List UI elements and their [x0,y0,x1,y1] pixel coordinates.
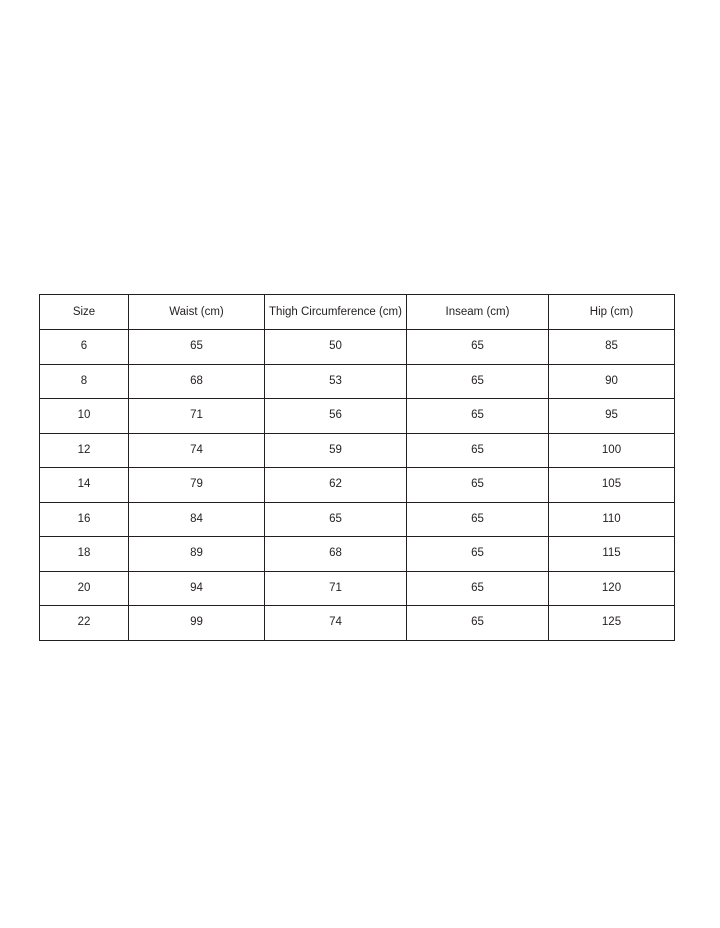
table-row [40,399,675,434]
cell-hip: 85 [549,330,675,365]
cell-hip: 115 [549,537,675,572]
cell-thigh: 53 [265,364,407,399]
cell-waist: 74 [129,433,265,468]
table-row [40,364,675,399]
cell-hip: 95 [549,399,675,434]
cell-waist: 68 [129,364,265,399]
column-header-hip: Hip (cm) [549,295,675,330]
cell-size: 20 [40,571,129,606]
cell-inseam: 65 [407,364,549,399]
cell-thigh: 59 [265,433,407,468]
cell-thigh: 50 [265,330,407,365]
cell-inseam: 65 [407,606,549,641]
cell-waist: 79 [129,468,265,503]
table-header [40,295,675,330]
table-row [40,606,675,641]
size-chart-table-wrapper [39,294,674,641]
table-body [40,330,675,641]
cell-size: 8 [40,364,129,399]
cell-hip: 100 [549,433,675,468]
cell-thigh: 65 [265,502,407,537]
size-chart-table [39,294,675,641]
table-row [40,433,675,468]
cell-size: 22 [40,606,129,641]
cell-inseam: 65 [407,537,549,572]
cell-size: 16 [40,502,129,537]
column-header-thigh-circumference: Thigh Circumference (cm) [265,295,407,330]
cell-inseam: 65 [407,433,549,468]
cell-size: 6 [40,330,129,365]
cell-waist: 84 [129,502,265,537]
cell-waist: 71 [129,399,265,434]
cell-thigh: 62 [265,468,407,503]
cell-inseam: 65 [407,330,549,365]
column-header-inseam: Inseam (cm) [407,295,549,330]
cell-hip: 120 [549,571,675,606]
cell-thigh: 71 [265,571,407,606]
cell-hip: 110 [549,502,675,537]
table-row [40,330,675,365]
cell-waist: 99 [129,606,265,641]
cell-hip: 90 [549,364,675,399]
table-row [40,502,675,537]
table-header-row [40,295,675,330]
cell-hip: 125 [549,606,675,641]
cell-inseam: 65 [407,571,549,606]
cell-waist: 89 [129,537,265,572]
table-row [40,468,675,503]
cell-inseam: 65 [407,468,549,503]
cell-size: 18 [40,537,129,572]
table-row [40,571,675,606]
cell-inseam: 65 [407,502,549,537]
cell-thigh: 56 [265,399,407,434]
cell-size: 14 [40,468,129,503]
cell-inseam: 65 [407,399,549,434]
cell-waist: 94 [129,571,265,606]
cell-size: 10 [40,399,129,434]
column-header-waist: Waist (cm) [129,295,265,330]
cell-thigh: 74 [265,606,407,641]
cell-thigh: 68 [265,537,407,572]
column-header-size: Size [40,295,129,330]
cell-waist: 65 [129,330,265,365]
cell-size: 12 [40,433,129,468]
table-row [40,537,675,572]
cell-hip: 105 [549,468,675,503]
